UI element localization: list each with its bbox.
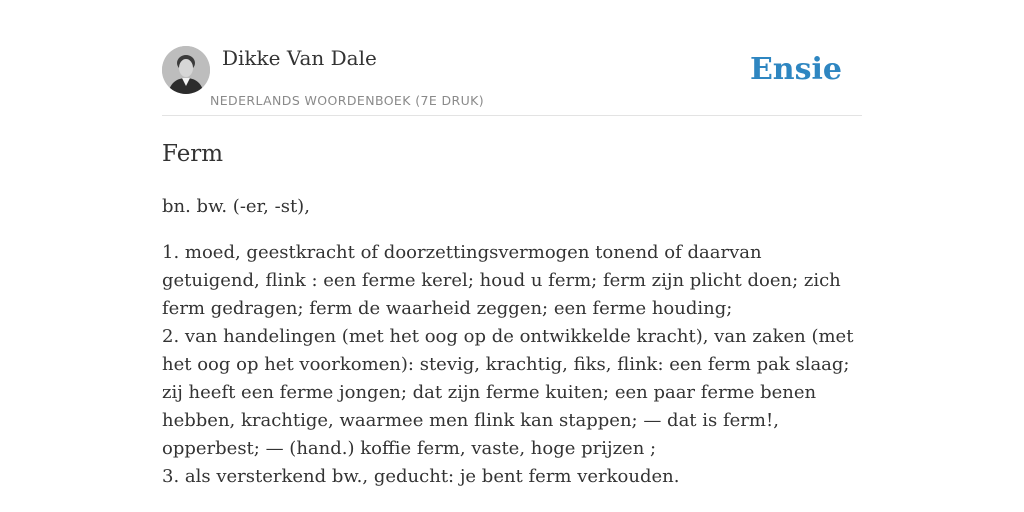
entry-term: Ferm [162,141,224,167]
brand-logo[interactable]: Ensie [749,52,842,87]
source-label: NEDERLANDS WOORDENBOEK (7E DRUK) [210,93,485,108]
portrait-icon [162,46,210,94]
entry-grammar: bn. bw. (-er, -st), [162,196,310,217]
definition-sense: 3. als versterkend bw., geducht: je bent ferm verkouden. [162,466,680,487]
entry-definition [162,239,862,491]
definition-sense: 1. moed, geestkracht of doorzettingsvermogen tonend of daarvan getuigend, flink : een ferme kerel; houd u ferm; ferm zijn plicht doen; zich ferm gedragen; ferm de waarheid zeggen; een ferme houding; [162,242,841,319]
author-avatar[interactable] [162,46,210,94]
entry-card [162,0,862,487]
author-name[interactable]: Dikke Van Dale [222,46,377,70]
definition-sense: 2. van handelingen (met het oog op de ontwikkelde kracht), van zaken (met het oog op het voorkomen): stevig, krachtig, fiks, flink: een ferm pak slaag; zij heeft een ferme jongen; dat zijn ferme kuiten; een paar ferme benen hebben, krachtige, waarmee men flink kan stappen; — dat is ferm!, opperbest; — (hand.) koffie ferm, vaste, hoge prijzen ; [162,326,854,459]
entry-header [162,0,862,116]
